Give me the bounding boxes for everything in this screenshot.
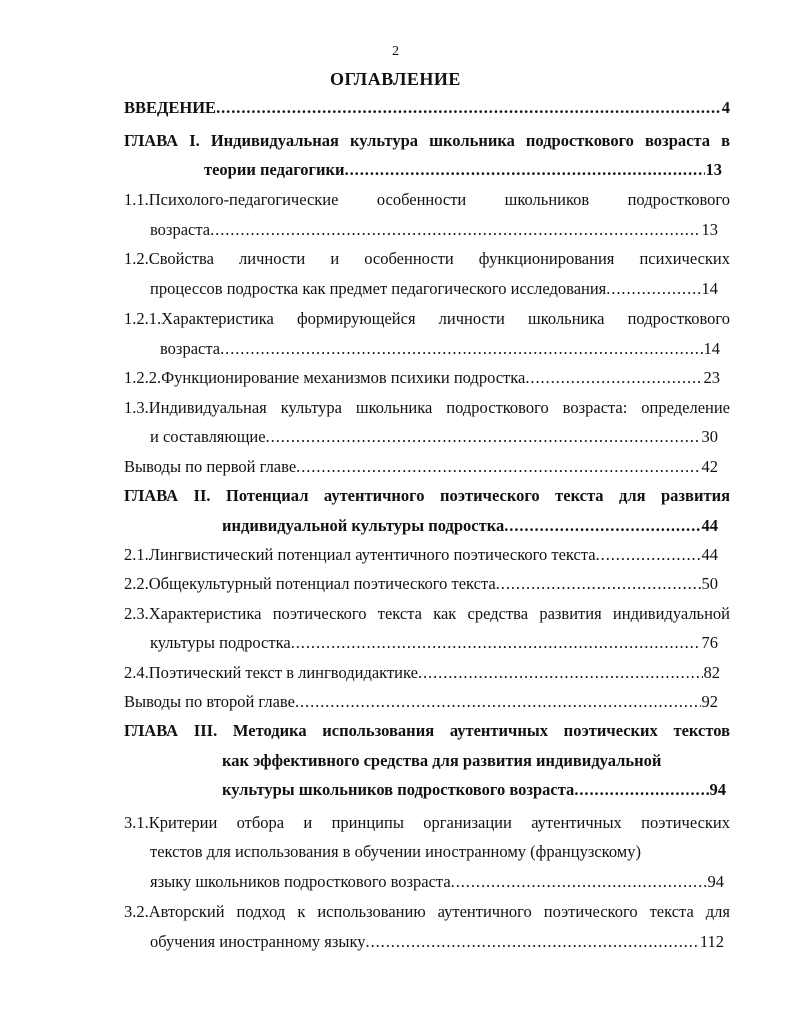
toc-title: 1.2.2.Функционирование механизмов психики подростка	[124, 368, 526, 387]
toc-entry-1-3-line2	[150, 427, 718, 449]
leader-dots	[504, 516, 700, 536]
toc-page: 44	[701, 545, 718, 564]
leader-dots	[418, 663, 703, 683]
leader-dots	[210, 220, 700, 240]
toc-entry-conclusions-2	[124, 692, 718, 714]
toc-entry-1-2-line1: 1.2.Свойства личности и особенности функционирования психических	[124, 249, 730, 268]
toc-page: 30	[701, 427, 718, 446]
toc-entry-conclusions-1	[124, 457, 718, 479]
toc-page: 82	[703, 663, 720, 682]
toc-page: 44	[701, 516, 718, 535]
toc-page: 13	[705, 160, 722, 179]
toc-entry-introduction	[124, 98, 730, 120]
leader-dots	[606, 279, 700, 299]
toc-entry-1-1-line2	[150, 220, 718, 242]
toc-page: 112	[699, 932, 724, 951]
toc-title: 2.4.Поэтический текст в лингводидактике	[124, 663, 418, 682]
toc-entry-1-2-1-line1: 1.2.1.Характеристика формирующейся личности школьника подросткового	[124, 309, 730, 328]
toc-entry-2-1	[124, 545, 718, 567]
toc-entry-3-2-line1: 3.2.Авторский подход к использованию аутентичного поэтического текста для	[124, 902, 730, 921]
toc-page: 76	[701, 633, 718, 652]
leader-dots	[451, 872, 707, 892]
toc-page: 94	[707, 872, 724, 891]
toc-entry-chapter-1-line2	[204, 160, 722, 182]
leader-dots	[525, 368, 702, 388]
toc-entry-1-3-line1: 1.3.Индивидуальная культура школьника подросткового возраста: определение	[124, 398, 730, 417]
leader-dots	[266, 427, 701, 447]
toc-entry-1-2-2	[124, 368, 720, 390]
toc-title: 2.1.Лингвистический потенциал аутентичного поэтического текста	[124, 545, 596, 564]
toc-entry-chapter-3-line1: ГЛАВА III. Методика использования аутентичных поэтических текстов	[124, 721, 730, 740]
toc-entry-1-2-1-line2	[160, 339, 720, 361]
toc-title: индивидуальной культуры подростка	[222, 516, 505, 535]
leader-dots	[220, 339, 702, 359]
leader-dots	[296, 457, 700, 477]
toc-title: культуры школьников подросткового возраста	[222, 780, 575, 799]
toc-title: возраста	[160, 339, 221, 358]
toc-entry-3-1-line1: 3.1.Критерии отбора и принципы организации аутентичных поэтических	[124, 813, 730, 832]
toc-page: 23	[703, 368, 720, 387]
toc-page: 92	[701, 692, 718, 711]
leader-dots	[366, 932, 699, 952]
toc-title: культуры подростка	[150, 633, 291, 652]
leader-dots	[295, 692, 701, 712]
toc-page: 42	[701, 457, 718, 476]
toc-title: Выводы по второй главе	[124, 692, 295, 711]
toc-entry-2-2	[124, 574, 718, 596]
toc-page: 14	[701, 279, 718, 298]
toc-entry-2-3-line1: 2.3.Характеристика поэтического текста как средства развития индивидуальной	[124, 604, 730, 623]
toc-title: ВВЕДЕНИЕ	[124, 98, 217, 117]
toc-entry-3-2-line2	[150, 932, 724, 954]
toc-page: 94	[709, 780, 726, 799]
toc-entry-1-2-line2	[150, 279, 718, 301]
leader-dots	[574, 780, 708, 800]
toc-page: 14	[703, 339, 720, 358]
leader-dots	[596, 545, 701, 565]
toc-heading: ОГЛАВЛЕНИЕ	[330, 69, 461, 89]
toc-title: процессов подростка как предмет педагогического исследования	[150, 279, 607, 298]
toc-entry-2-4	[124, 663, 720, 685]
toc-title: языку школьников подросткового возраста	[150, 872, 451, 891]
toc-entry-chapter-1-line1: ГЛАВА I. Индивидуальная культура школьника подросткового возраста в	[124, 131, 730, 150]
leader-dots	[291, 633, 701, 653]
toc-title: возраста	[150, 220, 211, 239]
toc-entry-chapter-2-line2	[222, 516, 718, 538]
toc-title: Выводы по первой главе	[124, 457, 297, 476]
toc-page: 4	[721, 98, 730, 117]
toc-page: 50	[701, 574, 718, 593]
toc-page: 13	[701, 220, 718, 239]
toc-title: теории педагогики	[204, 160, 345, 179]
leader-dots	[496, 574, 701, 594]
toc-title: 2.2.Общекультурный потенциал поэтического текста	[124, 574, 496, 593]
leader-dots	[216, 98, 721, 118]
toc-title: обучения иностранному языку	[150, 932, 366, 951]
toc-entry-chapter-2-line1: ГЛАВА II. Потенциал аутентичного поэтического текста для развития	[124, 486, 730, 505]
toc-entry-3-1-line2: текстов для использования в обучении иностранному (французскому)	[150, 842, 641, 861]
toc-entry-chapter-3-line2: как эффективного средства для развития индивидуальной	[222, 751, 662, 770]
toc-title: и составляющие	[150, 427, 266, 446]
page-number: 2	[392, 44, 399, 59]
toc-entry-chapter-3-line3	[222, 780, 726, 802]
toc-entry-1-1-line1: 1.1.Психолого-педагогические особенности школьников подросткового	[124, 190, 730, 209]
leader-dots	[345, 160, 705, 180]
toc-entry-3-1-line3	[150, 872, 724, 894]
toc-entry-2-3-line2	[150, 633, 718, 655]
